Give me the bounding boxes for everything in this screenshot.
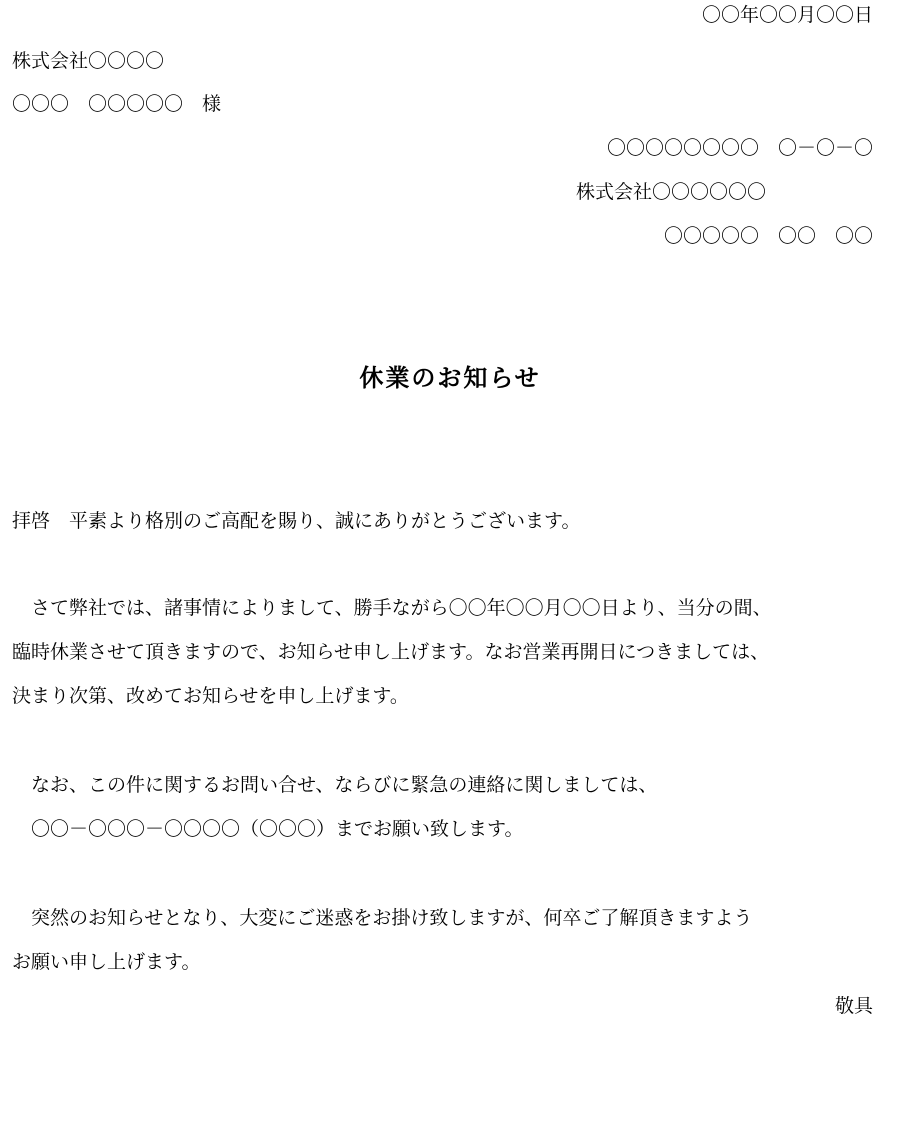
- sender-address: 〇〇〇〇〇〇〇〇 〇－〇－〇: [606, 137, 873, 159]
- letter-title: 休業のお知らせ: [359, 364, 541, 392]
- recipient-company: 株式会社〇〇〇〇: [12, 50, 165, 72]
- sender-company: 株式会社〇〇〇〇〇〇: [576, 181, 767, 203]
- body-paragraph-2-line-1: なお、この件に関するお問い合せ、ならびに緊急の連絡に関しましては、: [12, 774, 658, 796]
- body-paragraph-1-line-1: さて弊社では、諸事情によりまして、勝手ながら〇〇年〇〇月〇〇日より、当分の間、: [12, 597, 772, 619]
- body-paragraph-2-line-2: 〇〇－〇〇〇－〇〇〇〇（〇〇〇）までお願い致します。: [12, 818, 524, 840]
- body-paragraph-3-line-1: 突然のお知らせとなり、大変にご迷惑をお掛け致しますが、何卒ご了解頂きますよう: [12, 907, 753, 929]
- sender-name: 〇〇〇〇〇 〇〇 〇〇: [663, 225, 873, 247]
- closing: 敬具: [834, 995, 873, 1017]
- body-paragraph-1-line-3: 決まり次第、改めてお知らせを申し上げます。: [12, 685, 409, 707]
- recipient-name: 〇〇〇 〇〇〇〇〇 様: [12, 93, 222, 115]
- body-paragraph-1-line-2: 臨時休業させて頂きますので、お知らせ申し上げます。なお営業再開日につきましては、: [12, 641, 770, 663]
- letter-date: 〇〇年〇〇月〇〇日: [701, 4, 873, 26]
- greeting: 拝啓 平素より格別のご高配を賜り、誠にありがとうございます。: [12, 510, 581, 532]
- body-paragraph-3-line-2: お願い申し上げます。: [12, 951, 201, 973]
